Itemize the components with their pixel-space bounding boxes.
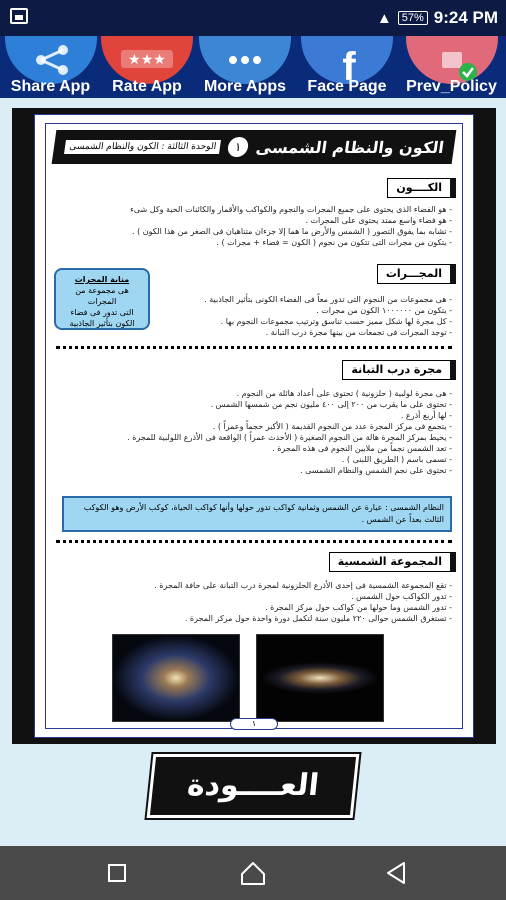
text-line: - هى مجرة لولبية ( حلزونية ) تحتوى على أعداد هائلة من النجوم . xyxy=(236,389,452,398)
share-icon xyxy=(5,36,97,84)
galaxy-clusters-note xyxy=(54,268,150,330)
section-text-solar-group xyxy=(56,580,452,624)
text-line: - تقع المجموعة الشمسية فى إحدى الأذرع الحلزونية لمجرة درب التبانة على حافة المجرة . xyxy=(154,581,452,590)
section-heading-galaxies: المجـــرات xyxy=(377,264,456,284)
text-line: - تستغرق الشمس حوالى ٢٢٠ مليون سنة لتكمل دورة واحدة حول مركز المجرة . xyxy=(184,614,452,623)
section-heading-solar-group: المجموعة الشمسية xyxy=(329,552,456,572)
note-line: هى مجموعة من المجرات xyxy=(75,286,129,306)
privacy-policy-button[interactable] xyxy=(397,36,506,98)
text-line: - تعد الشمس نجماً من ملايين النجوم فى هذه المجرة . xyxy=(272,444,452,453)
text-line: - هو الفضاء الذى يحتوى على جميع المجرات والنجوم والكواكب والأقمار والكائنات الحية وكل شىء xyxy=(130,205,452,214)
system-nav-bar xyxy=(0,846,506,900)
share-app-label: Share App xyxy=(10,78,91,95)
battery-indicator: 57% xyxy=(398,11,428,25)
text-line: - تسمى باسم ( الطريق اللبنى ) . xyxy=(341,455,452,464)
unit-label: الوحدة الثالثة : الكون والنظام الشمسى xyxy=(64,140,221,154)
andromeda-galaxy-image xyxy=(256,634,384,722)
section-text-galaxies xyxy=(162,294,452,338)
document-viewer[interactable] xyxy=(12,108,496,744)
svg-text:★★★: ★★★ xyxy=(128,52,166,68)
page-number: ١ xyxy=(230,718,278,730)
privacy-policy-label: Prev_Policy xyxy=(406,78,497,95)
note-title: منابة المجرات xyxy=(74,275,130,284)
text-line: - تحتوى على نجم الشمس والنظام الشمسى . xyxy=(300,466,452,475)
recent-apps-icon[interactable] xyxy=(102,858,132,888)
text-line: - هو فضاء واسع ممتد يحتوى على المجرات . xyxy=(305,216,452,225)
more-apps-label: More Apps xyxy=(203,78,287,95)
text-line: - يتجمع فى مركز المجرة عدد من النجوم القديمة ( الأكبر حجماً وعمراً ) . xyxy=(212,422,452,431)
page-border xyxy=(45,123,463,729)
face-page-label: Face Page xyxy=(307,78,387,95)
text-line: - تحتوى على ما يقرب من ٢٠٠ إلى ٤٠٠ مليون نجم من شمسها الشمس . xyxy=(210,400,452,409)
page-title: الكون والنظام الشمسى xyxy=(254,137,446,157)
lesson-number: ١ xyxy=(227,137,250,157)
dotted-divider xyxy=(56,540,452,543)
text-line: - هى مجموعات من النجوم التى تدور معاً فى الفضاء الكونى بتأثير الجاذبية . xyxy=(204,295,452,304)
more-dots-icon xyxy=(199,36,291,84)
rate-app-button[interactable] xyxy=(101,36,193,98)
app-bar xyxy=(0,36,506,98)
back-button[interactable]: العــــودة xyxy=(147,754,360,818)
lock-check-icon xyxy=(406,36,498,84)
text-line: - تدور الشمس وما حولها من كواكب حول مركز المجرة . xyxy=(265,603,452,612)
text-line: - كل مجرة لها شكل مميز حسب تناسق وترتيب مجموعات النجوم بها . xyxy=(220,317,452,326)
svg-text:f: f xyxy=(342,45,356,84)
text-line: - توجد المجرات فى تجمعات من بينها مجرة درب التبانة . xyxy=(265,328,452,337)
spiral-galaxy-image xyxy=(112,634,240,722)
status-bar xyxy=(0,0,506,36)
more-apps-button[interactable] xyxy=(193,36,297,98)
gallery-icon xyxy=(10,8,28,24)
share-app-button[interactable] xyxy=(0,36,101,98)
text-line: - يتكون من مجرات التى تتكون من نجوم ( الكون = فضاء + مجرات ) . xyxy=(216,238,452,247)
clock: 9:24 PM xyxy=(433,8,498,27)
note-line: الكون بتأثير الجاذبية xyxy=(69,319,135,328)
text-line: - لها أربع أذرع . xyxy=(400,411,452,420)
dotted-divider xyxy=(56,346,452,349)
note-line: التى تدور فى فضاء xyxy=(70,308,134,317)
section-heading-universe: الكــــون xyxy=(387,178,456,198)
text-line: - يتكون من ١٠٠٠٠٠٠ الكون من مجرات . xyxy=(316,306,452,315)
rate-app-label: Rate App xyxy=(112,78,182,95)
status-bar-right xyxy=(377,6,498,30)
home-icon[interactable] xyxy=(238,858,268,888)
document-page xyxy=(34,114,474,738)
facebook-icon xyxy=(301,36,393,84)
section-text-milky-way xyxy=(56,388,452,476)
text-line: - تدور الكواكب حول الشمس . xyxy=(351,592,452,601)
section-heading-milky-way: مجرة درب التبانة xyxy=(342,360,456,380)
section-text-universe xyxy=(56,204,452,248)
page-title-banner xyxy=(52,130,457,164)
stars-icon xyxy=(101,36,193,84)
back-icon[interactable] xyxy=(382,858,412,888)
solar-system-definition-box: النظام الشمسى : عبارة عن الشمس وثمانية كواكب تدور حولها وأنها كواكب الحياة، كوكب الأرض وهو الكوكب الثالث بعداً عن الشمس . xyxy=(62,496,452,532)
text-line: - يحيط بمركز المجرة هالة من النجوم الصغيرة ( الأحدث عمراً ) الواقعة فى الأذرع اللولبية للمجرة . xyxy=(127,433,452,442)
text-line: - تشابه بما يفوق التصور ( الشمس والأرض ما هما إلا جزءان متناهيان فى الصغر من هذا الكون ) . xyxy=(132,227,452,236)
face-page-button[interactable] xyxy=(297,36,397,98)
signal-icon: ▲ xyxy=(376,9,392,27)
